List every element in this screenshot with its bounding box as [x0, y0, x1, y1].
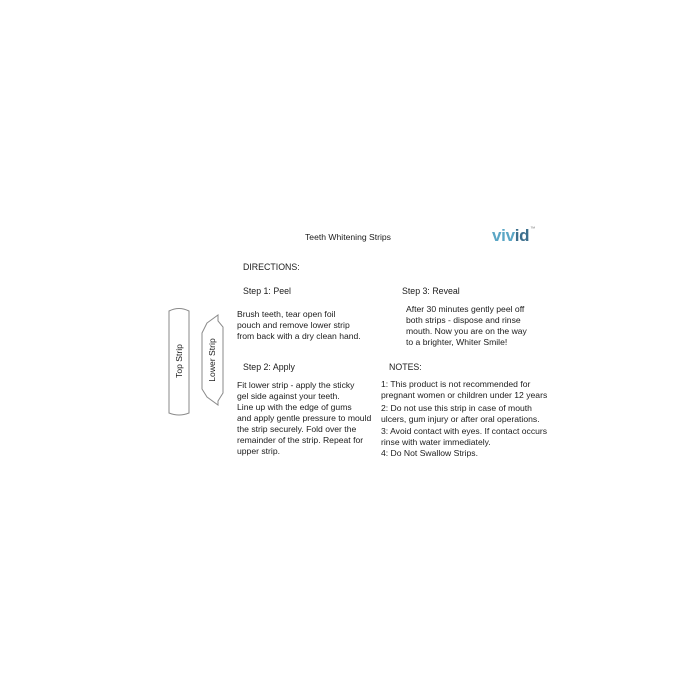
top-strip-label: Top Strip [174, 344, 184, 378]
step-3-body [406, 304, 527, 348]
note-3-line: rinse with water immediately. [381, 437, 491, 447]
step-2-line: upper strip. [237, 446, 280, 456]
step-3-line: After 30 minutes gently peel off [406, 304, 525, 314]
step-2-line: Fit lower strip - apply the sticky [237, 380, 355, 390]
directions-heading: DIRECTIONS: [243, 262, 300, 272]
lower-strip-label: Lower Strip [207, 338, 217, 382]
step-2-heading: Step 2: Apply [243, 362, 295, 372]
step-1-body [237, 309, 361, 342]
document-title: Teeth Whitening Strips [305, 232, 391, 242]
step-2-line: remainder of the strip. Repeat for [237, 435, 364, 445]
step-1-line: pouch and remove lower strip [237, 320, 350, 330]
step-2-line: the strip securely. Fold over the [237, 424, 357, 434]
step-3-line: to a brighter, Whiter Smile! [406, 337, 508, 347]
step-1-line: from back with a dry clean hand. [237, 331, 361, 341]
step-2-body [237, 380, 371, 457]
note-1-line: 1: This product is not recommended for [381, 379, 531, 389]
note-2 [381, 403, 540, 425]
notes-heading: NOTES: [389, 362, 422, 372]
note-1 [381, 379, 547, 401]
step-3-line: mouth. Now you are on the way [406, 326, 527, 336]
trademark-mark: ™ [530, 226, 535, 232]
note-4-line: 4: Do Not Swallow Strips. [381, 448, 478, 458]
top-strip-diagram [163, 306, 195, 418]
brand-logo [492, 226, 535, 246]
note-1-line: pregnant women or children under 12 years [381, 390, 548, 400]
lower-strip-diagram [196, 313, 228, 407]
step-3-heading: Step 3: Reveal [402, 286, 460, 296]
note-2-line: 2: Do not use this strip in case of mouth [381, 403, 532, 413]
step-1-heading: Step 1: Peel [243, 286, 291, 296]
note-2-line: ulcers, gum injury or after oral operations. [381, 414, 540, 424]
step-2-line: and apply gentle pressure to mould [237, 413, 372, 423]
brand-logo-part2: id [514, 226, 530, 245]
step-2-line: gel side against your teeth. [237, 391, 340, 401]
note-3-line: 3: Avoid contact with eyes. If contact occurs [381, 426, 548, 436]
step-3-line: both strips - dispose and rinse [406, 315, 521, 325]
note-3 [381, 426, 547, 448]
brand-logo-part1: viv [492, 226, 515, 245]
step-2-line: Line up with the edge of gums [237, 402, 352, 412]
note-4 [381, 448, 478, 459]
step-1-line: Brush teeth, tear open foil [237, 309, 336, 319]
